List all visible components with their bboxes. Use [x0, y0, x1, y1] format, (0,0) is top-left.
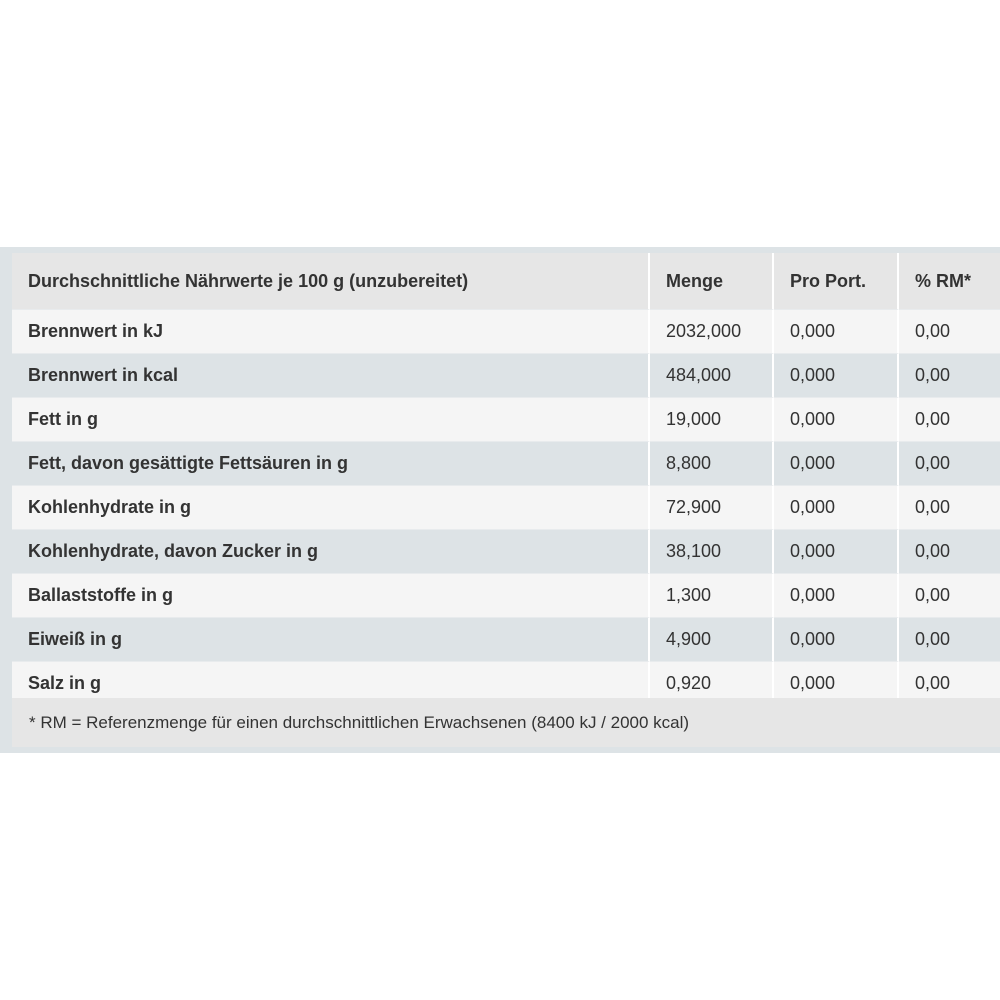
nutrient-label: Salz in g — [12, 661, 650, 705]
table-row — [12, 397, 1000, 441]
rm-cell: 0,00 — [899, 353, 1000, 397]
header-amount: Menge — [650, 253, 774, 309]
rm-cell: 0,00 — [899, 397, 1000, 441]
per-portion-cell: 0,000 — [774, 617, 899, 661]
amount-cell: 0,920 — [650, 661, 774, 705]
per-portion-cell: 0,000 — [774, 441, 899, 485]
per-portion-cell: 0,000 — [774, 529, 899, 573]
rm-cell: 0,00 — [899, 617, 1000, 661]
table-body — [12, 309, 1000, 705]
header-nutrient: Durchschnittliche Nährwerte je 100 g (unzubereitet) — [12, 253, 650, 309]
per-portion-cell: 0,000 — [774, 573, 899, 617]
amount-cell: 1,300 — [650, 573, 774, 617]
table-header-row — [12, 253, 1000, 309]
amount-cell: 484,000 — [650, 353, 774, 397]
per-portion-cell: 0,000 — [774, 397, 899, 441]
rm-cell: 0,00 — [899, 661, 1000, 705]
per-portion-cell: 0,000 — [774, 353, 899, 397]
per-portion-cell: 0,000 — [774, 485, 899, 529]
rm-cell: 0,00 — [899, 309, 1000, 353]
nutrient-label: Eiweiß in g — [12, 617, 650, 661]
table-row — [12, 617, 1000, 661]
table-row — [12, 309, 1000, 353]
amount-cell: 8,800 — [650, 441, 774, 485]
amount-cell: 38,100 — [650, 529, 774, 573]
header-per-portion: Pro Port. — [774, 253, 899, 309]
table-row — [12, 529, 1000, 573]
footnote: * RM = Referenzmenge für einen durchschnittlichen Erwachsenen (8400 kJ / 2000 kcal) — [12, 698, 1000, 747]
amount-cell: 4,900 — [650, 617, 774, 661]
nutrient-label: Kohlenhydrate in g — [12, 485, 650, 529]
nutrition-panel — [0, 247, 1000, 753]
header-rm: % RM* — [899, 253, 1000, 309]
table-row — [12, 485, 1000, 529]
nutrient-label: Brennwert in kcal — [12, 353, 650, 397]
nutrient-label: Ballaststoffe in g — [12, 573, 650, 617]
table-row — [12, 573, 1000, 617]
table-row — [12, 441, 1000, 485]
amount-cell: 2032,000 — [650, 309, 774, 353]
nutrient-label: Fett, davon gesättigte Fettsäuren in g — [12, 441, 650, 485]
amount-cell: 19,000 — [650, 397, 774, 441]
rm-cell: 0,00 — [899, 485, 1000, 529]
amount-cell: 72,900 — [650, 485, 774, 529]
nutrient-label: Kohlenhydrate, davon Zucker in g — [12, 529, 650, 573]
rm-cell: 0,00 — [899, 441, 1000, 485]
table-row — [12, 353, 1000, 397]
nutrition-table — [12, 253, 1000, 705]
nutrient-label: Fett in g — [12, 397, 650, 441]
nutrient-label: Brennwert in kJ — [12, 309, 650, 353]
per-portion-cell: 0,000 — [774, 309, 899, 353]
rm-cell: 0,00 — [899, 573, 1000, 617]
rm-cell: 0,00 — [899, 529, 1000, 573]
per-portion-cell: 0,000 — [774, 661, 899, 705]
